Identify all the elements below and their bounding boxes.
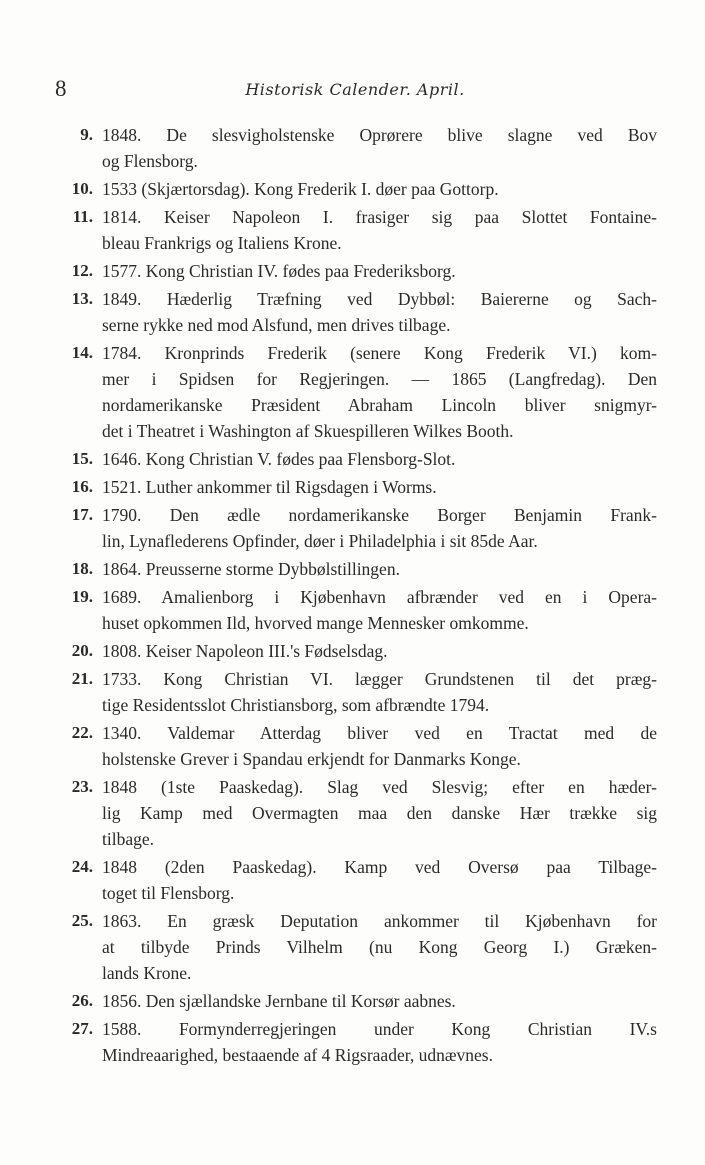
entry-text-line: 1848 (1ste Paaskedag). Slag ved Slesvig; efter en hæder-: [102, 777, 657, 797]
entry-day-number: 19.: [71, 587, 93, 606]
page-number: 8: [55, 76, 67, 101]
running-head: Historisk Calender. April.: [245, 80, 465, 99]
entry-text-line: og Flensborg.: [102, 151, 198, 171]
calendar-entries: [55, 122, 657, 1070]
entry-text-line: 1784. Kronprinds Frederik (senere Kong Frederik VI.) kom-: [102, 343, 657, 363]
entry-text-line: 1733. Kong Christian VI. lægger Grundstenen til det præg-: [102, 669, 657, 689]
entry-day-number: 17.: [71, 505, 93, 524]
entry-text-line: holstenske Grever i Spandau erkjendt for Danmarks Konge.: [102, 749, 521, 769]
entry-text-line: det i Theatret i Washington af Skuespilleren Wilkes Booth.: [102, 421, 514, 441]
calendar-entry: [55, 638, 657, 664]
calendar-entry: [55, 340, 657, 444]
entry-day-number: 21.: [71, 669, 93, 688]
entry-day-number: 22.: [71, 723, 93, 742]
calendar-entry: [55, 474, 657, 500]
entry-text-line: 1808. Keiser Napoleon III.'s Fødselsdag.: [102, 641, 388, 661]
entry-text-line: 1689. Amalienborg i Kjøbenhavn afbrænder ved en i Opera-: [102, 587, 657, 607]
entry-text-line: lig Kamp med Overmagten maa den danske Hær trække sig: [102, 803, 657, 823]
calendar-entry: [55, 854, 657, 906]
entry-text-line: toget til Flensborg.: [102, 883, 235, 903]
calendar-entry: [55, 176, 657, 202]
entry-text-line: 1646. Kong Christian V. fødes paa Flensborg-Slot.: [102, 449, 456, 469]
entry-text-line: huset opkommen Ild, hvorved mange Mennesker omkomme.: [102, 613, 529, 633]
entry-text-line: 1521. Luther ankommer til Rigsdagen i Worms.: [102, 477, 437, 497]
calendar-entry: [55, 122, 657, 174]
calendar-entry: [55, 774, 657, 852]
entry-text-line: 1340. Valdemar Atterdag bliver ved en Tractat med de: [102, 723, 657, 743]
entry-text-line: 1577. Kong Christian IV. fødes paa Frederiksborg.: [102, 261, 456, 281]
calendar-entry: [55, 1016, 657, 1068]
entry-day-number: 26.: [71, 991, 93, 1010]
entry-text-line: 1856. Den sjællandske Jernbane til Korsør aabnes.: [102, 991, 456, 1011]
calendar-entry: [55, 666, 657, 718]
entry-text-line: mer i Spidsen for Regjeringen. — 1865 (Langfredag). Den: [102, 369, 657, 389]
entry-day-number: 18.: [71, 559, 93, 578]
calendar-entry: [55, 908, 657, 986]
entry-day-number: 9.: [80, 125, 93, 144]
calendar-entry: [55, 502, 657, 554]
entry-text-line: Mindreaarighed, bestaaende af 4 Rigsraader, udnævnes.: [102, 1045, 493, 1065]
calendar-entry: [55, 258, 657, 284]
entry-text-line: 1864. Preusserne storme Dybbølstillingen.: [102, 559, 400, 579]
entry-text-line: nordamerikanske Præsident Abraham Lincoln bliver snigmyr-: [102, 395, 657, 415]
entry-day-number: 14.: [71, 343, 93, 362]
entry-day-number: 15.: [71, 449, 93, 468]
entry-text-line: 1848. De slesvigholstenske Oprørere blive slagne ved Bov: [102, 125, 657, 145]
calendar-entry: [55, 204, 657, 256]
entry-day-number: 23.: [71, 777, 93, 796]
entry-text-line: 1863. En græsk Deputation ankommer til Kjøbenhavn for: [102, 911, 657, 931]
entry-day-number: 25.: [71, 911, 93, 930]
entry-day-number: 13.: [71, 289, 93, 308]
entry-text-line: tige Residentsslot Christiansborg, som afbrændte 1794.: [102, 695, 490, 715]
entry-text-line: 1849. Hæderlig Træfning ved Dybbøl: Baiererne og Sach-: [102, 289, 657, 309]
entry-text-line: lands Krone.: [102, 963, 192, 983]
entry-text-line: 1814. Keiser Napoleon I. frasiger sig paa Slottet Fontaine-: [102, 207, 657, 227]
entry-text-line: 1848 (2den Paaskedag). Kamp ved Oversø paa Tilbage-: [102, 857, 657, 877]
calendar-entry: [55, 584, 657, 636]
entry-day-number: 20.: [71, 641, 93, 660]
entry-text-line: 1533 (Skjærtorsdag). Kong Frederik I. døer paa Gottorp.: [102, 179, 499, 199]
entry-text-line: 1588. Formynderregjeringen under Kong Christian IV.s: [102, 1019, 657, 1039]
page-header: [55, 76, 655, 106]
entry-day-number: 24.: [71, 857, 93, 876]
entry-day-number: 10.: [71, 179, 93, 198]
entry-text-line: tilbage.: [102, 829, 154, 849]
calendar-entry: [55, 446, 657, 472]
entry-day-number: 16.: [71, 477, 93, 496]
calendar-entry: [55, 556, 657, 582]
entry-day-number: 12.: [71, 261, 93, 280]
entry-text-line: serne rykke ned mod Alsfund, men drives tilbage.: [102, 315, 451, 335]
calendar-entry: [55, 988, 657, 1014]
entry-day-number: 11.: [72, 207, 93, 226]
entry-day-number: 27.: [71, 1019, 93, 1038]
calendar-entry: [55, 286, 657, 338]
entry-text-line: lin, Lynaflederens Opfinder, døer i Philadelphia i sit 85de Aar.: [102, 531, 538, 551]
entry-text-line: 1790. Den ædle nordamerikanske Borger Benjamin Frank-: [102, 505, 657, 525]
entry-text-line: at tilbyde Prinds Vilhelm (nu Kong Georg I.) Græken-: [102, 937, 657, 957]
entry-text-line: bleau Frankrigs og Italiens Krone.: [102, 233, 342, 253]
calendar-entry: [55, 720, 657, 772]
